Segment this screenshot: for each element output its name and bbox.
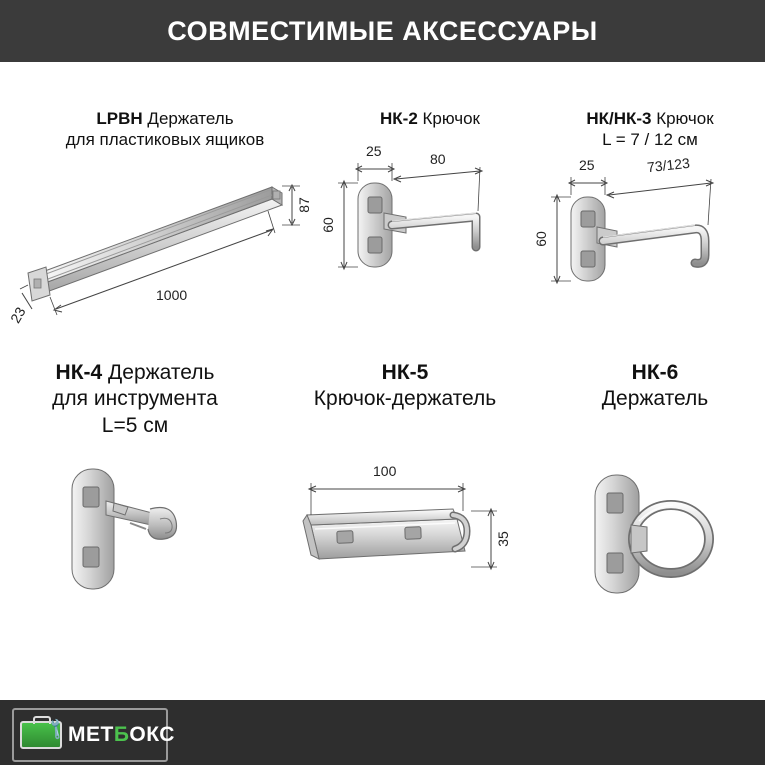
item-nk-5-drawing [285, 462, 525, 615]
item-lpbh-subtitle: для пластиковых ящиков [65, 130, 265, 150]
item-nk-4-length: L=5 см [101, 413, 169, 437]
footer-bar [0, 700, 765, 765]
item-nk-6 [555, 360, 755, 615]
item-nk-4-caption [10, 360, 260, 439]
header-bar [0, 0, 765, 62]
item-nk-2-dim-80: 80 [430, 151, 446, 168]
item-nk-6-subtitle: Держатель [601, 387, 709, 411]
item-nk-5 [285, 360, 525, 615]
item-nk-2-title-rest: Крючок [417, 109, 480, 128]
item-nk-2-dim-25: 25 [366, 143, 382, 160]
item-nk-4-drawing [10, 457, 260, 617]
brand-name-main: МЕТ [68, 723, 114, 746]
item-lpbh-title-rest: Держатель [142, 109, 234, 128]
item-nk-6-caption [555, 360, 755, 413]
item-nk-5-dim-35: 35 [494, 530, 511, 547]
item-lpbh-dim-1000: 1000 [156, 286, 188, 303]
item-nk-5-dim-100: 100 [373, 462, 397, 479]
item-nk-2-drawing [319, 143, 530, 315]
item-nk-nk-3-code: НК/НК-3 [586, 109, 652, 128]
item-nk-4 [10, 360, 260, 617]
brand-name [68, 723, 175, 747]
item-nk-nk-3-drawing [532, 154, 755, 329]
brand-name-tail: ОКС [129, 723, 175, 746]
item-nk-2 [319, 108, 530, 315]
item-nk-2-dim-60: 60 [319, 217, 336, 234]
nk2-svg [330, 155, 530, 315]
item-lpbh-title-line [20, 108, 310, 129]
item-nk-nk-3-title-rest: Крючок [651, 109, 714, 128]
item-nk-5-caption [285, 360, 525, 413]
wrench-icon: 🔧 [43, 717, 69, 742]
item-nk-nk-3-subtitle: L = 7 / 12 см [602, 130, 698, 150]
item-nk-4-code: НК-4 [55, 361, 103, 384]
item-lpbh [6, 108, 312, 326]
item-lpbh-dim-23: 23 [6, 303, 29, 326]
item-lpbh-code: LPBH [96, 109, 143, 128]
item-nk-nk-3-dim-60: 60 [532, 230, 549, 247]
item-nk-6-drawing [555, 465, 755, 615]
brand-logo [12, 708, 175, 762]
item-nk-nk-3-dim-25: 25 [579, 156, 595, 173]
nk6-svg [555, 465, 755, 615]
item-nk-5-code: НК-5 [381, 361, 429, 384]
item-nk-6-code: НК-6 [631, 361, 679, 384]
nk4-svg [10, 457, 260, 617]
brand-name-accent: Б [113, 723, 130, 746]
nk3-svg [545, 169, 755, 329]
item-lpbh-caption [20, 108, 310, 151]
item-lpbh-drawing [6, 169, 312, 326]
item-nk-2-caption [330, 108, 530, 129]
item-nk-nk-3-title-line [545, 108, 755, 129]
item-nk-4-subtitle: для инструмента [52, 387, 218, 411]
item-nk-4-title-line [10, 360, 260, 386]
item-nk-2-code: НК-2 [380, 109, 418, 128]
item-nk-5-subtitle: Крючок-держатель [313, 387, 497, 411]
item-nk-2-title-line [330, 108, 530, 129]
item-nk-nk-3-caption [545, 108, 755, 151]
item-nk-nk-3-dim-73-123: 73/123 [646, 154, 691, 175]
item-lpbh-dim-87: 87 [295, 196, 312, 213]
page-title: СОВМЕСТИМЫЕ АКСЕССУАРЫ [167, 15, 598, 46]
nk5-svg [285, 475, 525, 615]
toolbox-icon [20, 717, 69, 752]
item-nk-nk-3 [532, 108, 755, 329]
item-nk-4-title-rest: Держатель [102, 361, 215, 384]
